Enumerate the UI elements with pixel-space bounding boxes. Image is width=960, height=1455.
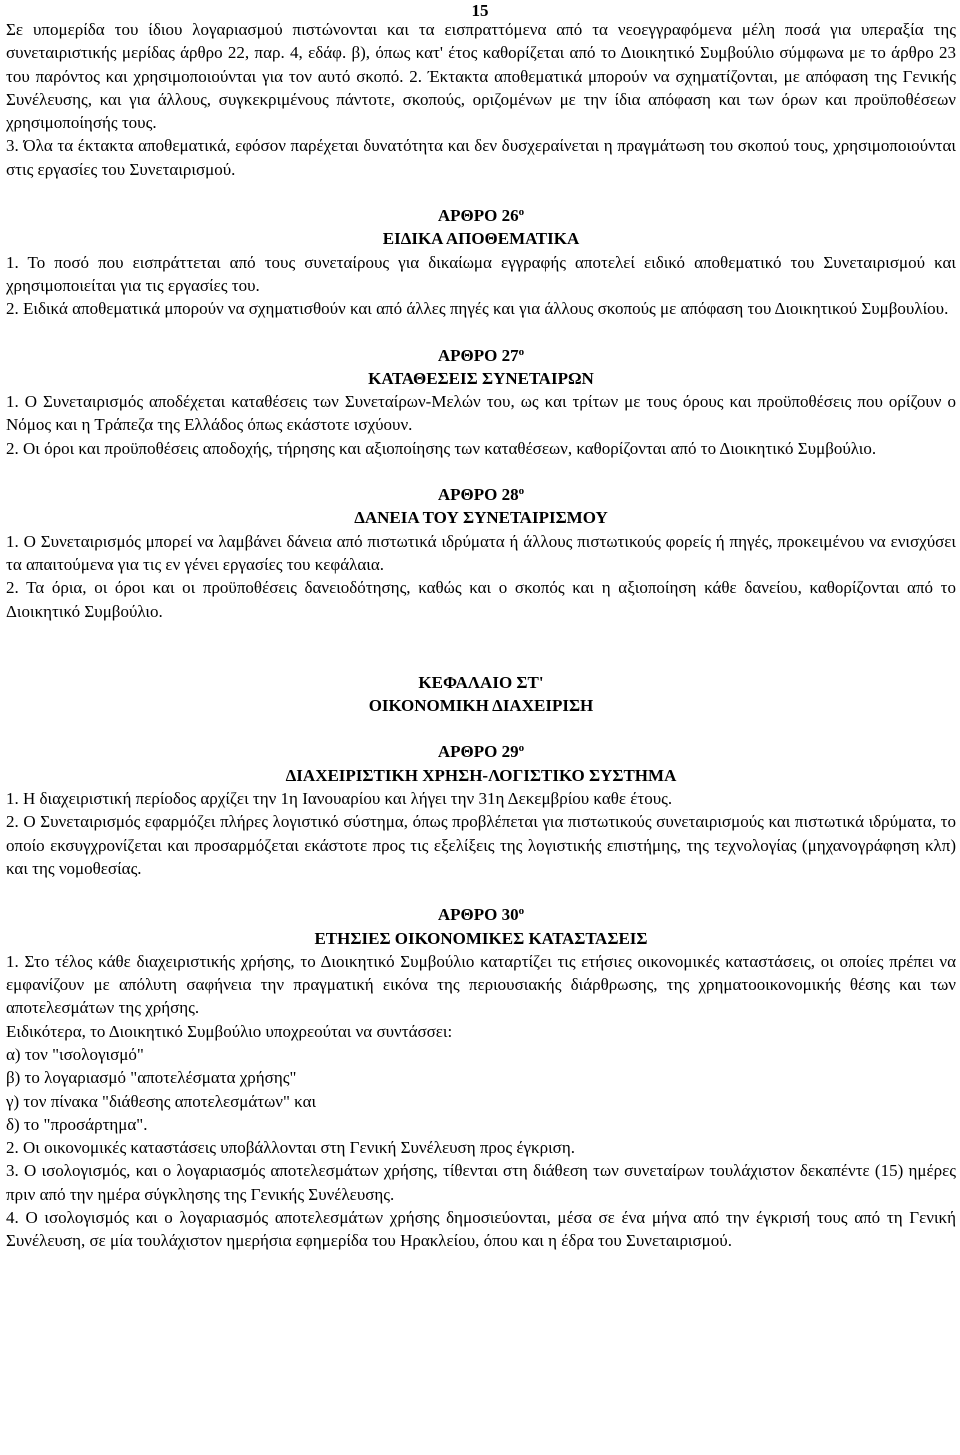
article-29-ordinal: ο bbox=[518, 742, 525, 755]
article-27-ordinal: ο bbox=[518, 345, 525, 358]
list-item: δ) το "προσάρτημα". bbox=[6, 1114, 148, 1134]
article-29-title: ΔΙΑΧΕΙΡΙΣΤΙΚΗ ΧΡΗΣΗ-ΛΟΓΙΣΤΙΚΟ ΣΥΣΤΗΜΑ bbox=[285, 765, 677, 785]
article-28-title: ΔΑΝΕΙΑ ΤΟΥ ΣΥΝΕΤΑΙΡΙΣΜΟΥ bbox=[354, 508, 608, 528]
article-27-paragraph-1: 1. Ο Συνεταιρισμός αποδέχεται καταθέσεις των Συνεταίρων-Μελών του, ως και τρίτων με τους όρους και προϋποθέσεις που ορίζουν ο Νόμος και η Τράπεζα της Ελλάδος όπως εκάστοτε ισχύουν. bbox=[6, 392, 956, 435]
intro-paragraph-1: Σε υπομερίδα του ίδιου λογαριασμού πιστώνονται και τα εισπραττόμενα από τα νεοεγγραφόμενα μέλη ποσά για υπεραξία της συνεταιριστικής μερίδας άρθρο 22, παρ. 4, εδάφ. β), όπως κατ' έτος καθορίζεται από το Διοικητικό Συμβούλιο σύμφωνα με το άρθρο 23 του παρόντος και χρησιμοποιούνται για τον αυτό σκοπό. 2. Έκτακτα αποθεματικά μπορούν να σχηματίζονται, με απόφαση της Γενικής Συνέλευσης, και για άλλους, συγκεκριμένους πάντοτε, σκοπούς, οριζομένων με την ίδια απόφαση και των όρων και προϋποθέσεων χρησιμοποίησής τους. bbox=[6, 20, 956, 133]
article-30-ordinal: ο bbox=[518, 905, 525, 918]
chapter-title: ΟΙΚΟΝΟΜΙΚΗ ΔΙΑΧΕΙΡΙΣΗ bbox=[368, 696, 594, 716]
article-27-label: ΑΡΘΡΟ 27 bbox=[437, 345, 519, 365]
chapter-label: ΚΕΦΑΛΑΙΟ ΣΤ' bbox=[418, 672, 544, 692]
article-30-paragraph-1b: Ειδικότερα, το Διοικητικό Συμβούλιο υποχρεούται να συντάσσει: bbox=[6, 1021, 453, 1041]
article-26-label: ΑΡΘΡΟ 26 bbox=[437, 206, 519, 226]
article-26-title: ΕΙΔΙΚΑ ΑΠΟΘΕΜΑΤΙΚΑ bbox=[382, 229, 580, 249]
list-item: α) τον "ισολογισμό" bbox=[6, 1044, 144, 1064]
article-28-number bbox=[6, 483, 956, 506]
article-29-paragraph-1: 1. Η διαχειριστική περίοδος αρχίζει την 1η Ιανουαρίου και λήγει την 31η Δεκεμβρίου καθε έτους. bbox=[6, 789, 673, 809]
article-30-paragraph-2: 2. Οι οικονομικές καταστάσεις υποβάλλονται στη Γενική Συνέλευση προς έγκριση. bbox=[6, 1138, 575, 1158]
article-29-label: ΑΡΘΡΟ 29 bbox=[437, 742, 519, 762]
article-26-paragraph-2: 2. Ειδικά αποθεματικά μπορούν να σχηματισθούν και από άλλες πηγές και για άλλους σκοπούς με απόφαση του Διοικητικού Συμβουλίου. bbox=[6, 299, 949, 319]
document-body bbox=[6, 18, 956, 1253]
page-number: 15 bbox=[471, 1, 489, 20]
article-26-paragraph-1: 1. Το ποσό που εισπράττεται από τους συνεταίρους για δικαίωμα εγγραφής αποτελεί ειδικό αποθεματικό του Συνεταιρισμού και χρησιμοποιείται για τις εργασίες του. bbox=[6, 252, 956, 295]
article-30-label: ΑΡΘΡΟ 30 bbox=[437, 905, 519, 925]
article-28-paragraph-1: 1. Ο Συνεταιρισμός μπορεί να λαμβάνει δάνεια από πιστωτικά ιδρύματα ή άλλους πιστωτικούς φορείς ή πηγές, προκειμένου να ενισχύσει τα απαιτούμενα για τις εν γένει εργασίες του κεφάλαια. bbox=[6, 531, 956, 574]
article-27-title: ΚΑΤΑΘΕΣΕΙΣ ΣΥΝΕΤΑΙΡΩΝ bbox=[368, 368, 594, 388]
article-30-paragraph-4: 4. Ο ισολογισμός και ο λογαριασμός αποτελεσμάτων χρήσης δημοσιεύονται, μέσα σε ένα μήνα από την έγκρισή τους από τη Γενική Συνέλευση, σε μία τουλάχιστον ημερήσια εφημερίδα του Ηρακλείου, όπου και η έδρα του Συνεταιρισμού. bbox=[6, 1208, 956, 1251]
article-29-number bbox=[6, 740, 956, 763]
article-30-paragraph-3: 3. Ο ισολογισμός, και ο λογαριασμός αποτελεσμάτων χρήσης, τίθενται στη διάθεση των συνεταίρων τουλάχιστον δεκαπέντε (15) ημέρες πριν από την ημέρα σύγκλησης της Γενικής Συνέλευσης. bbox=[6, 1161, 956, 1204]
article-29-paragraph-2: 2. Ο Συνεταιρισμός εφαρμόζει πλήρες λογιστικό σύστημα, όπως προβλέπεται για πιστωτικούς συνεταιρισμούς και πιστωτικά ιδρύματα, το οποίο εκσυγχρονίζεται και προσαρμόζεται εκάστοτε προς τις εξελίξεις της λογιστικής επιστήμης, της τεχνολογίας (μηχανογράφηση κλπ) και της νομοθεσίας. bbox=[6, 812, 956, 878]
article-27-paragraph-2: 2. Οι όροι και προϋποθέσεις αποδοχής, τήρησης και αξιοποίησης των καταθέσεων, καθορίζονται από το Διοικητικό Συμβούλιο. bbox=[6, 438, 877, 458]
article-28-label: ΑΡΘΡΟ 28 bbox=[437, 485, 519, 505]
article-30-paragraph-1: 1. Στο τέλος κάθε διαχειριστικής χρήσης, το Διοικητικό Συμβούλιο καταρτίζει τις ετήσιες οικονομικές καταστάσεις, οι οποίες πρέπει να εμφανίζουν με απόλυτη σαφήνεια την πραγματική εικόνα της περιουσιακής διάρθρωσης, της χρηματοοικονομικής θέσης και των αποτελεσμάτων της χρήσης. bbox=[6, 951, 956, 1018]
list-item: β) το λογαριασμό "αποτελέσματα χρήσης" bbox=[6, 1068, 297, 1088]
intro-paragraph-2: 3. Όλα τα έκτακτα αποθεματικά, εφόσον παρέχεται δυνατότητα και δεν δυσχεραίνεται η πραγμάτωση του σκοπού τους, χρησιμοποιούνται στις εργασίες του Συνεταιρισμού. bbox=[6, 136, 956, 179]
article-26-ordinal: ο bbox=[518, 206, 525, 219]
list-item: γ) τον πίνακα "διάθεσης αποτελεσμάτων" και bbox=[6, 1091, 317, 1111]
article-28-ordinal: ο bbox=[518, 485, 525, 498]
article-28-paragraph-2: 2. Τα όρια, οι όροι και οι προϋποθέσεις δανειοδότησης, καθώς και ο σκοπός και η αξιοποίηση κάθε δανείου, καθορίζονται από το Διοικητικό Συμβούλιο. bbox=[6, 578, 956, 621]
article-27-number bbox=[6, 344, 956, 367]
article-26-number bbox=[6, 204, 956, 227]
article-30-number bbox=[6, 903, 956, 926]
article-30-title: ΕΤΗΣΙΕΣ ΟΙΚΟΝΟΜΙΚΕΣ ΚΑΤΑΣΤΑΣΕΙΣ bbox=[314, 928, 648, 948]
